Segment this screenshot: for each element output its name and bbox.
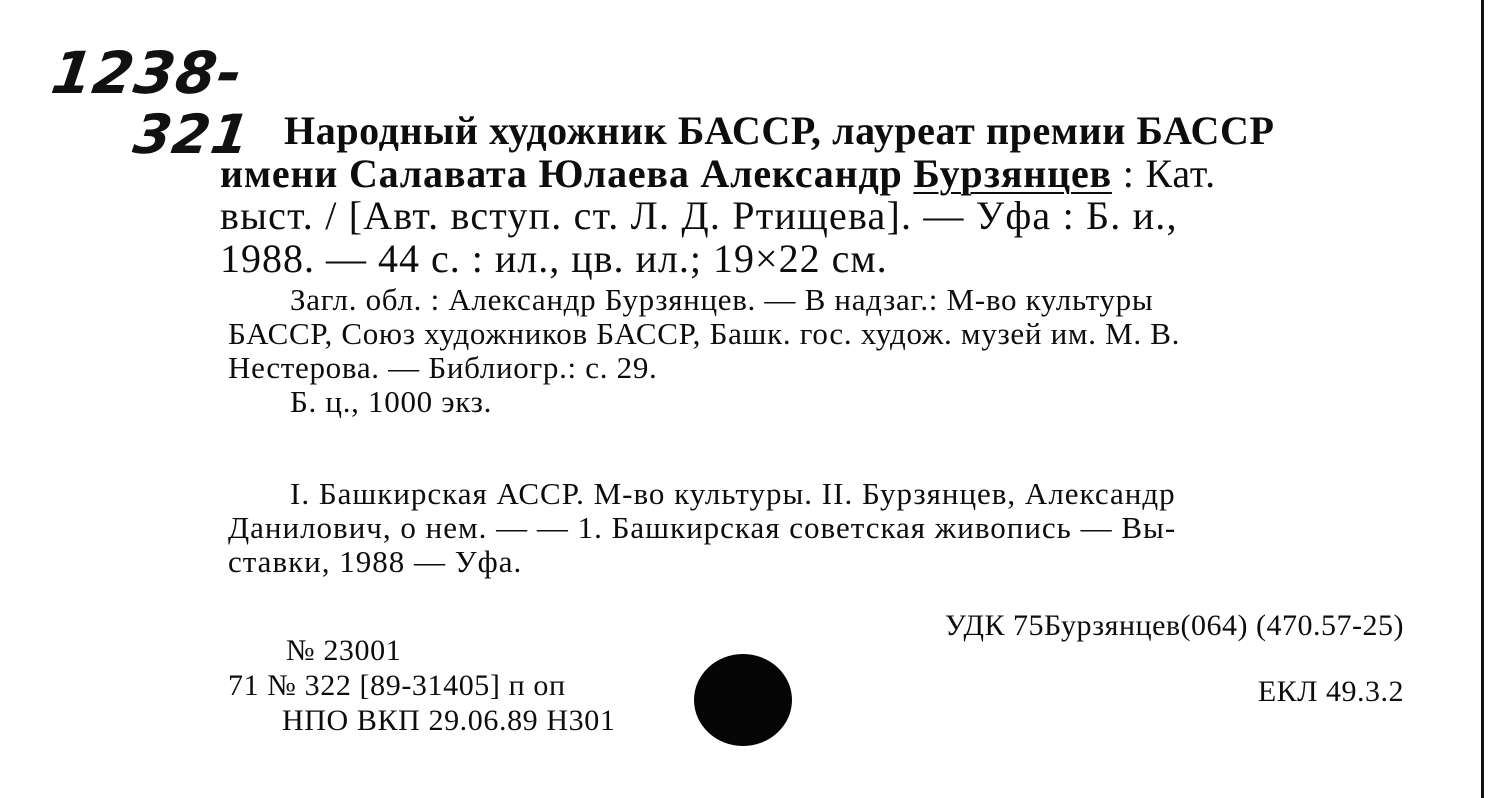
handwritten-code-line1: 1238-: [47, 39, 248, 107]
title-entry: [220, 110, 1420, 280]
subject-line-2: Данилович, о нем. — — 1. Башкирская советская живопись — Вы-: [228, 510, 1177, 545]
note-line-2: БАССР, Союз художников БАССР, Башк. гос. худож. музей им. М. В.: [228, 316, 1181, 351]
punch-hole: [694, 654, 792, 746]
card-edge: [1481, 0, 1484, 798]
note-line-3: Нестерова. — Библиогр.: с. 29.: [228, 350, 658, 385]
note-line-4: Б. ц., 1000 экз.: [290, 384, 493, 419]
udk-code: УДК 75Бурзянцев(064) (470.57-25): [944, 609, 1404, 642]
notes-block: [228, 283, 1418, 419]
handwritten-code-line2: 321: [129, 103, 255, 166]
registry-number: № 23001: [286, 634, 402, 667]
registry-line-3: НПО ВКП 29.06.89 Н301: [282, 704, 616, 737]
subject-headings: [228, 477, 1418, 579]
registry-info: [228, 633, 615, 738]
note-line-1: Загл. обл. : Александр Бурзянцев. — В надзаг.: М-во культуры: [290, 282, 1154, 317]
title-line-2: [220, 150, 1420, 196]
title-line-4: 1988. — 44 с. : ил., цв. ил.; 19×22 см.: [220, 235, 888, 281]
registry-line-2: 71 № 322 [89-31405] п оп: [228, 669, 566, 702]
title-line-2-bold: имени Салавата Юлаева Александр: [220, 150, 903, 196]
subject-line-3: ставки, 1988 — Уфа.: [228, 544, 523, 579]
title-line-2-rest: : Кат.: [1111, 150, 1216, 196]
title-line-1: Народный художник БАССР, лауреат премии БАССР: [284, 108, 1275, 153]
author-surname: Бурзянцев: [913, 150, 1112, 196]
ekl-code: ЕКЛ 49.3.2: [1257, 675, 1404, 708]
title-line-3: выст. / [Авт. вступ. ст. Л. Д. Ртищева]. — Уфа : Б. и.,: [220, 193, 1178, 238]
subject-line-1: I. Башкирская АССР. М-во культуры. II. Бурзянцев, Александр: [290, 476, 1176, 511]
